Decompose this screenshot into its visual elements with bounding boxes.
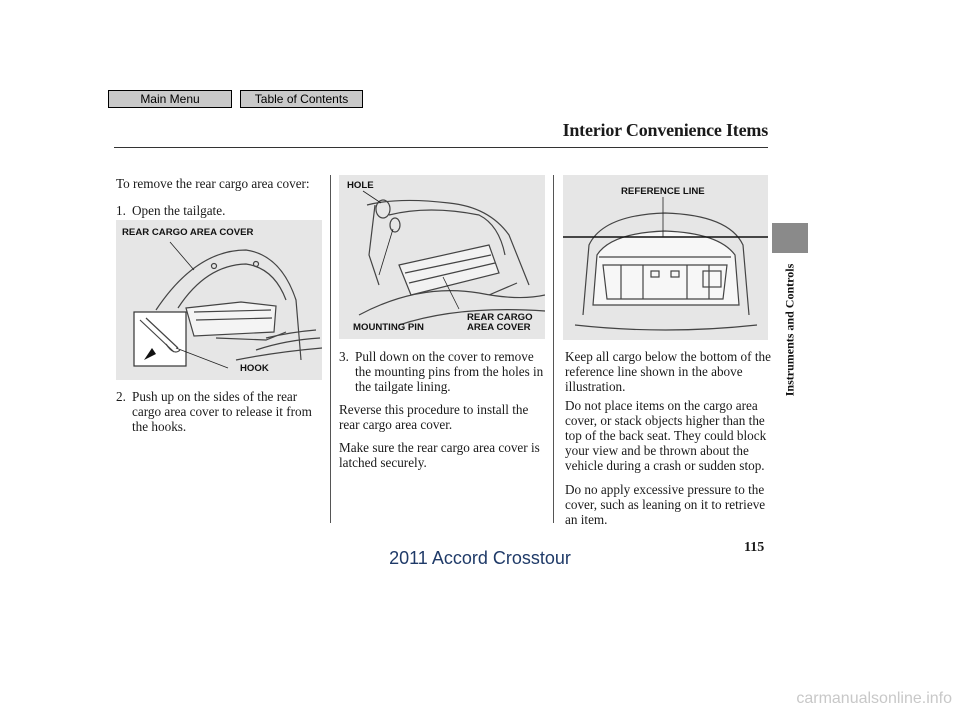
label-hole: HOLE <box>347 180 374 191</box>
main-menu-button[interactable]: Main Menu <box>108 90 232 108</box>
label-area-cover: AREA COVER <box>467 322 531 333</box>
label-hook: HOOK <box>240 363 269 374</box>
figure-mounting-pins <box>339 175 545 339</box>
section-tab <box>772 223 808 253</box>
tailgate-illustration <box>116 220 322 380</box>
section-label: Instruments and Controls <box>782 263 797 397</box>
label-rear-cargo: REAR CARGO <box>467 312 533 323</box>
site-watermark: carmanualsonline.info <box>796 690 952 707</box>
document-title: 2011 Accord Crosstour <box>389 548 571 568</box>
label-mounting-pin: MOUNTING PIN <box>353 322 424 333</box>
intro-text: To remove the rear cargo area cover: <box>116 176 310 191</box>
cargo-reference-text: Keep all cargo below the bottom of the reference line shown in the above illustration. <box>565 349 771 394</box>
pressure-warning-text: Do no apply excessive pressure to the cover, such as leaning on it to retrieve an item. <box>565 482 766 527</box>
column-divider-right <box>553 175 554 523</box>
label-reference-line: REFERENCE LINE <box>621 186 705 197</box>
latched-note: Make sure the rear cargo area cover is latched securely. <box>339 440 540 470</box>
table-of-contents-button[interactable]: Table of Contents <box>240 90 363 108</box>
step-text: Open the tailgate. <box>132 203 226 218</box>
column-divider-left <box>330 175 331 523</box>
step-1 <box>116 203 326 218</box>
label-rear-cargo-area-cover: REAR CARGO AREA COVER <box>122 227 254 238</box>
figure-reference-line <box>563 175 768 340</box>
step-text: Pull down on the cover to remove the mounting pins from the holes in the tailgate lining. <box>355 349 544 394</box>
step-2 <box>116 389 328 434</box>
step-number: 3. <box>339 349 349 364</box>
step-number: 2. <box>116 389 126 404</box>
header-rule <box>114 147 768 148</box>
cargo-warning-text: Do not place items on the cargo area cover, or stack objects higher than the top of the back seat. They could block your view and be thrown about the vehicle during a crash or sudden stop. <box>565 398 767 473</box>
reverse-procedure-text: Reverse this procedure to install the rear cargo area cover. <box>339 402 529 432</box>
cargo-area-illustration <box>563 175 768 340</box>
step-3 <box>339 349 549 394</box>
figure-open-tailgate <box>116 220 322 380</box>
step-text: Push up on the sides of the rear cargo area cover to release it from the hooks. <box>132 389 312 434</box>
page-title: Interior Convenience Items <box>562 120 768 140</box>
step-number: 1. <box>116 203 126 218</box>
page-number: 115 <box>744 540 765 555</box>
